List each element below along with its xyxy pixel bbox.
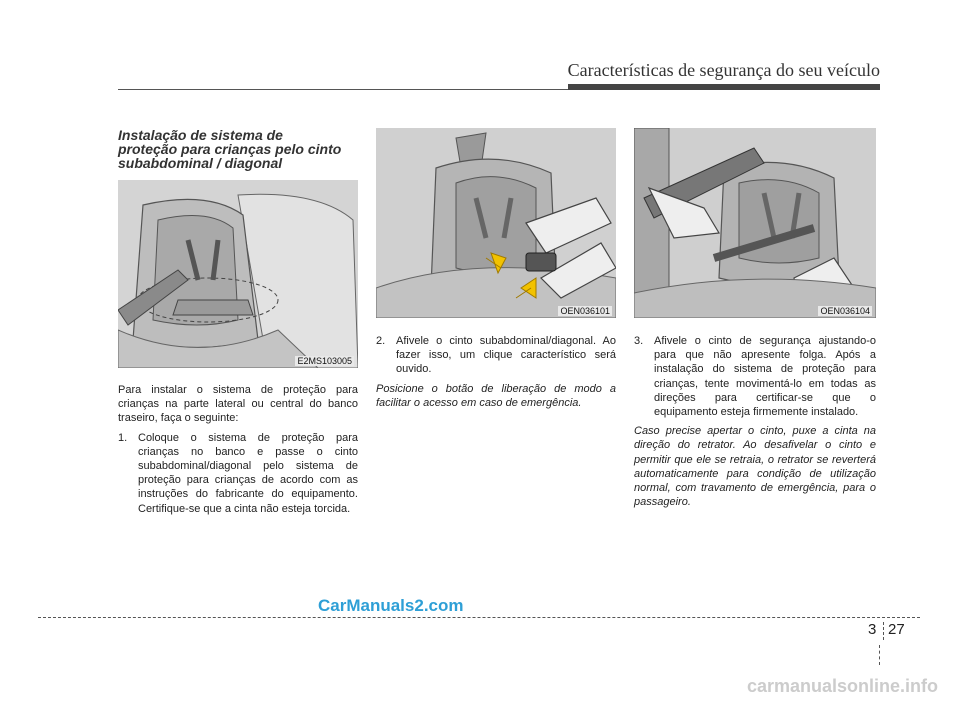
figure-buckle-belt bbox=[376, 128, 616, 318]
step-3-note: Caso precise apertar o cinto, puxe a cinta na direção do retrator. Ao desafivelar o cinto e permitir que ele se retraia, o retrator se reverterá automaticamente para condição de utilização normal, com travamento de emergência, para o passageiro. bbox=[634, 425, 876, 509]
footer-dashed-rule bbox=[38, 617, 920, 618]
heading-line-3: subabdominal / diagonal bbox=[118, 155, 283, 171]
step-2-text: Afivele o cinto subabdominal/diagonal. Ao fazer isso, um clique característico será ouvido. bbox=[396, 335, 616, 376]
step-2-note: Posicione o botão de liberação de modo a facilitar o acesso em caso de emergência. bbox=[376, 382, 616, 409]
section-title: Características de segurança do seu veículo bbox=[567, 60, 880, 80]
figure-2-label: OEN036101 bbox=[560, 306, 610, 316]
column-1-text bbox=[118, 383, 358, 516]
figure-1-label: E2MS103005 bbox=[297, 356, 352, 366]
tighten-illustration bbox=[634, 128, 876, 318]
page-number-tick bbox=[879, 645, 880, 665]
column-3-text bbox=[634, 334, 876, 509]
footer-site-mark[interactable]: carmanualsonline.info bbox=[746, 676, 938, 696]
figure-tighten-belt bbox=[634, 128, 876, 318]
step-3 bbox=[634, 334, 876, 419]
step-1 bbox=[118, 431, 358, 516]
section-heading bbox=[118, 128, 363, 170]
page-number: 27 bbox=[888, 621, 905, 638]
watermark-link[interactable]: CarManuals2.com bbox=[318, 596, 464, 615]
header-accent-bar bbox=[568, 84, 880, 90]
step-2-number: 2. bbox=[376, 335, 386, 347]
figure-3-label: OEN036104 bbox=[820, 306, 870, 316]
step-3-number: 3. bbox=[634, 335, 644, 347]
intro-paragraph: Para instalar o sistema de proteção para crianças na parte lateral ou central do banco traseiro, faça o seguinte: bbox=[118, 384, 358, 425]
heading-line-2: proteção para crianças pelo cinto bbox=[118, 141, 342, 157]
step-2 bbox=[376, 334, 616, 377]
column-2-text bbox=[376, 334, 616, 410]
step-1-number: 1. bbox=[118, 431, 128, 444]
page-chapter: 3 bbox=[868, 621, 877, 638]
step-1-text: Coloque o sistema de proteção para crianças no banco e passe o cinto subabdominal/diagonal pelo sistema de proteção para crianças de acordo com as instruções do fabricante do equipamento. Certifique-se que a cinta não esteja torcida. bbox=[138, 431, 358, 515]
buckle-illustration bbox=[376, 128, 616, 318]
figure-child-seat-rear bbox=[118, 180, 358, 368]
child-seat-illustration bbox=[118, 180, 358, 368]
step-3-text: Afivele o cinto de segurança ajustando-o para que não apresente folga. Após a instalação do sistema de proteção para crianças, tente movimentá-lo em todas as direções para certificar-se que o equipamento esteja firmemente instalado. bbox=[654, 335, 876, 419]
heading-line-1: Instalação de sistema de bbox=[118, 127, 283, 143]
page-number-separator bbox=[883, 622, 884, 640]
